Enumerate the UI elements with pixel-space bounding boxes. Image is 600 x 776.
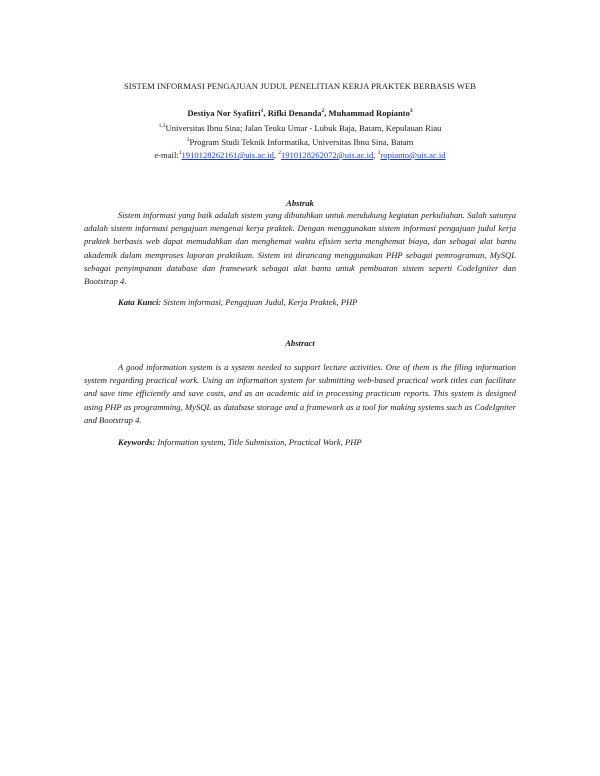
email-link[interactable]: ropianto@uis.ac.id xyxy=(380,150,446,160)
kata-kunci-label: Kata Kunci: xyxy=(118,297,162,307)
author-name: Rifki Denanda xyxy=(267,108,322,118)
keywords-text: Information system, Title Submission, Practical Work, PHP xyxy=(155,437,362,447)
author-name: Destiya Nor Syafitri xyxy=(187,108,261,118)
keywords-label: Keywords: xyxy=(118,437,156,447)
abstract-paragraph: A good information system is a system needed to support lecture activities. One of them is the filing information system regarding practical work. Using an information system for submitting web-based practical work titles can facilitate and save time efficiently and save costs, and as an academic aid in processing practicum reports. This system is designed using PHP as programming, MySQL as database storage and a framework as a tool for making systems such as CodeIgniter and Bootstrap 4. xyxy=(84,362,516,425)
author-name: Muhammad Ropianto xyxy=(328,108,410,118)
author-list: Destiya Nor Syafitri$^1$, Rifki Denanda$^2$, Muhammad Ropianto$^3$ xyxy=(187,108,413,118)
affiliation-text: Universitas Ibnu Sina; Jalan Teuku Umar - Lubuk Baja, Batam, Kepulauan Riau xyxy=(165,123,442,133)
email-sup: 3 xyxy=(377,150,381,157)
affiliation-text: Program Studi Teknik Informatika, Universitas Ibnu Sina, Batam xyxy=(189,137,414,147)
affiliation-1 xyxy=(0,123,600,133)
author-sup: 2 xyxy=(321,108,325,115)
affiliation-sup: 1,2 xyxy=(158,123,166,130)
author-sup: 3 xyxy=(409,108,413,115)
abstrak-heading: Abstrak xyxy=(286,198,314,208)
affiliation-2 xyxy=(0,137,600,147)
keywords xyxy=(118,437,518,447)
abstrak-paragraph: Sistem informasi yang baik adalah sistem yang dibutuhkan untuk mendukung kegiatan perkuliahan. Salah satunya adalah sistem informasi pengajuan mengenai kerja praktek. Dengan menggunakan sistem informasi pengajuan judul kerja praktek berbasis web dapat memudahkan dan menghemat waktu efisien serta menghemat biaya, dan sebagai alat bantu akademik dalam memproses laporan praktikum. Sistem ini dirancang menggunakan PHP sebagai pemrograman, MySQL sebagai penyimpanan database dan framework sebagai alat bantu untuk pembuatan sistem seperti CodeIgniter dan Bootstrap 4. xyxy=(84,210,516,287)
email-link[interactable]: 1910128262161@uis.ac.id xyxy=(181,150,274,160)
email-sup: 2 xyxy=(278,150,281,157)
kata-kunci-text: Sistem informasi, Pengajuan Judul, Kerja Praktek, PHP xyxy=(161,297,358,307)
email-sup: 1 xyxy=(178,150,182,157)
paper-title: SISTEM INFORMASI PENGAJUAN JUDUL PENELITIAN KERJA PRAKTEK BERBASIS WEB xyxy=(123,81,477,91)
email-line: e-mail:$^1$1910128262161@uis.ac.id, $^2$1910128262072@uis.ac.id, $^3$ropianto@uis.ac.id xyxy=(154,150,446,160)
abstract-heading: Abstract xyxy=(285,338,315,348)
affiliation-sup: 3 xyxy=(186,137,190,144)
email-link[interactable]: 1910128262072@uis.ac.id xyxy=(280,150,374,160)
author-sup: 1 xyxy=(260,108,264,115)
kata-kunci xyxy=(118,297,518,307)
email-prefix: e-mail: xyxy=(154,150,179,160)
